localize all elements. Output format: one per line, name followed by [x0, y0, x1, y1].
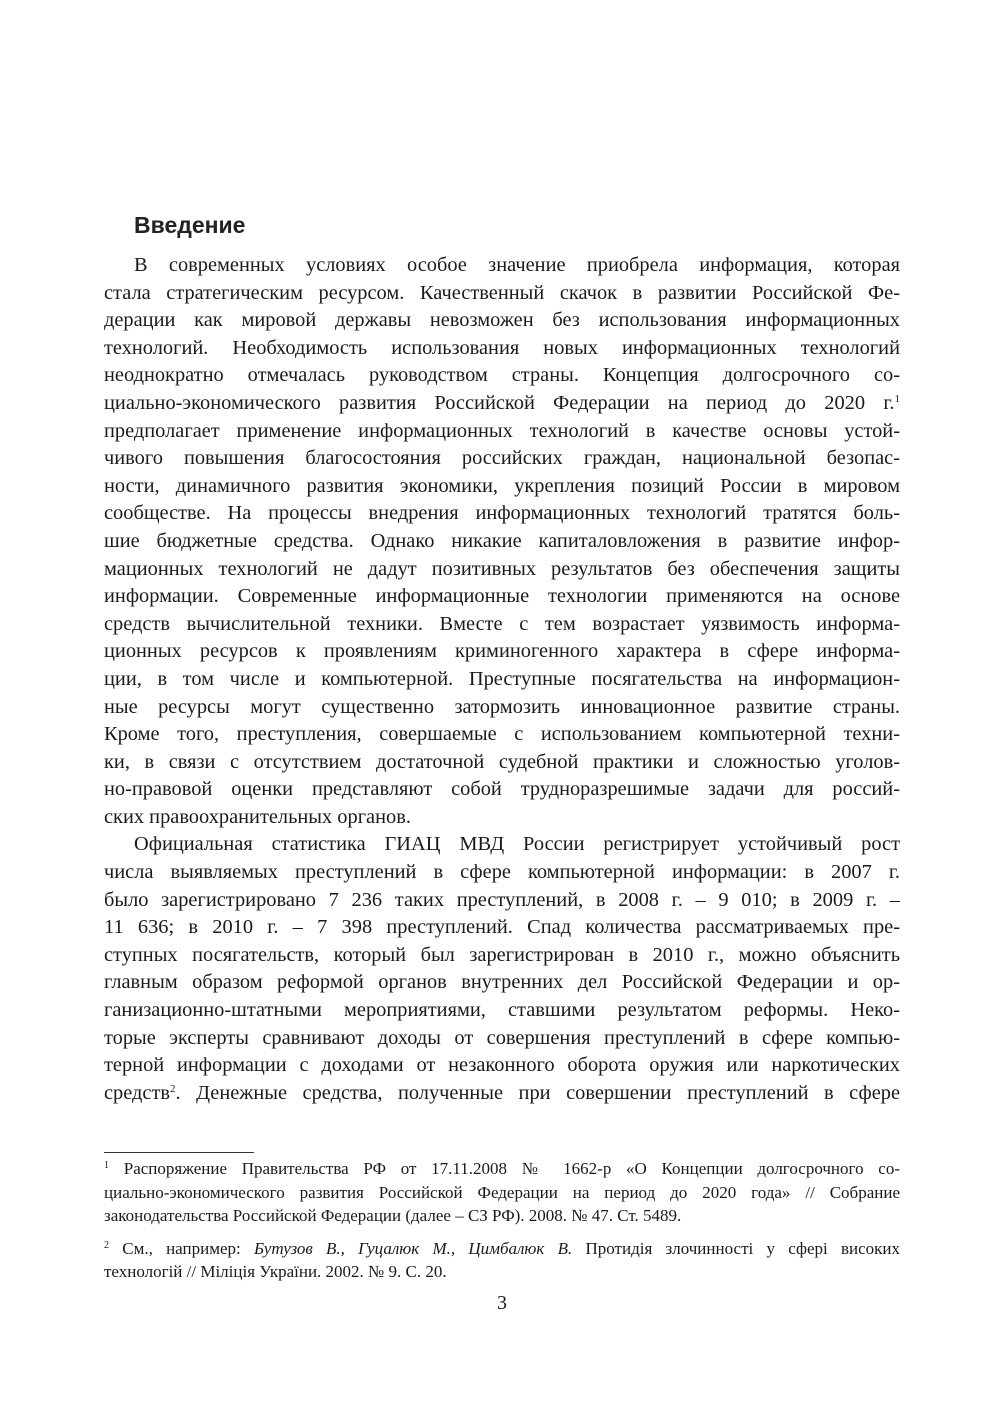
footnote-ref-2[interactable]: 2	[170, 1082, 176, 1095]
paragraph-1	[104, 252, 900, 831]
text-line: предполагает применение информационных технологий в качестве основы устой-	[104, 419, 900, 442]
footnote-line	[104, 1237, 900, 1261]
text-line: Официальная статистика ГИАЦ МВД России регистрирует устойчивый рост	[134, 833, 900, 856]
text-line: В современных условиях особое значение приобрела информация, которая	[134, 254, 900, 276]
text-fragment: циально-экономического развития Российской Федерации на период до 2020 г.	[104, 391, 895, 414]
text-line: ности, динамичного развития экономики, укрепления позиций России в мировом	[104, 474, 900, 497]
footnote-2	[104, 1237, 900, 1284]
page-title: Введение	[134, 212, 246, 238]
text-line: главным образом реформой органов внутренних дел Российской Федерации и ор-	[104, 971, 900, 994]
text-fragment: См., например:	[122, 1238, 254, 1258]
text-line: шие бюджетные средства. Однако никакие капиталовложения в развитие инфор-	[104, 529, 900, 552]
text-line: стала стратегическим ресурсом. Качественный скачок в развитии Российской Фе-	[104, 281, 900, 304]
text-line: дерации как мировой державы невозможен без использования информационных	[104, 309, 900, 332]
text-line: было зарегистрировано 7 236 таких преступлений, в 2008 г. – 9 010; в 2009 г. –	[104, 888, 900, 911]
text-line: информации. Современные информационные технологии применяются на основе	[104, 585, 900, 608]
text-line: средств вычислительной техники. Вместе с тем возрастает уязвимость информа-	[104, 612, 900, 635]
footnote-authors: Бутузов В., Гуцалюк М., Цимбалюк В.	[253, 1238, 573, 1258]
text-line: ционных ресурсов к проявлениям криминогенного характера в сфере информа-	[104, 640, 900, 663]
text-line: но-правовой оценки представляют собой трудноразрешимые задачи для россий-	[104, 778, 900, 801]
paragraph-2	[104, 831, 900, 1107]
text-line: ганизационно-штатными мероприятиями, ставшими результатом реформы. Неко-	[104, 999, 900, 1022]
text-line-with-footnote	[104, 1080, 900, 1108]
text-line: ные ресурсы могут существенно затормозить инновационное развитие страны.	[104, 695, 900, 718]
text-line: мационных технологий не дадут позитивных результатов без обеспечения защиты	[104, 557, 900, 580]
text-fragment: средств	[104, 1081, 170, 1104]
text-line: торые эксперты сравнивают доходы от совершения преступлений в сфере компью-	[104, 1026, 900, 1049]
page-body	[104, 208, 900, 1107]
footnote-number: 1	[104, 1160, 109, 1171]
text-fragment: . Денежные средства, полученные при совершении преступлений в сфере	[175, 1081, 900, 1104]
text-fragment: Протидія злочинності у сфері високих	[572, 1238, 900, 1258]
footnote-ref-1[interactable]: 1	[894, 392, 900, 405]
text-line: ступных посягательств, который был зарегистрирован в 2010 г., можно объяснить	[104, 943, 900, 966]
text-line: неоднократно отмечалась руководством страны. Концепция долгосрочного со-	[104, 364, 900, 387]
footnote-1	[104, 1157, 900, 1228]
footnote-line: технологій // Міліція України. 2002. № 9. С. 20.	[104, 1262, 447, 1281]
text-line-with-footnote	[104, 390, 900, 418]
text-line: ции, в том числе и компьютерной. Преступные посягательства на информацион-	[104, 667, 900, 690]
text-line: Кроме того, преступления, совершаемые с использованием компьютерной техни-	[104, 723, 900, 746]
text-line: 11 636; в 2010 г. – 7 398 преступлений. Спад количества рассматриваемых пре-	[104, 916, 900, 939]
text-line: числа выявляемых преступлений в сфере компьютерной информации: в 2007 г.	[104, 861, 900, 884]
text-line: терной информации с доходами от незаконного оборота оружия или наркотических	[104, 1054, 900, 1077]
text-line: ки, в связи с отсутствием достаточной судебной практики и сложностью уголов-	[104, 750, 900, 773]
footnote-line	[104, 1157, 900, 1181]
footnotes	[104, 1157, 900, 1293]
footnote-number: 2	[104, 1239, 109, 1251]
text-line: ских правоохранительных органов.	[104, 805, 411, 828]
footnote-line: законодательства Российской Федерации (далее – СЗ РФ). 2008. № 47. Ст. 5489.	[104, 1206, 682, 1225]
text-line: технологий. Необходимость использования новых информационных технологий	[104, 336, 900, 359]
text-line: сообществе. На процессы внедрения информационных технологий тратятся боль-	[104, 502, 900, 525]
footnote-separator	[104, 1152, 254, 1153]
page-number: 3	[497, 1292, 507, 1314]
text-fragment: Распоряжение Правительства РФ от 17.11.2008 № 1662-р «О Концепции долгосрочного со-	[123, 1159, 900, 1178]
text-line: чивого повышения благосостояния российских граждан, национальной безопас-	[104, 447, 900, 470]
footnote-line: циально-экономического развития Российской Федерации на период до 2020 года» // Собрание	[104, 1182, 900, 1202]
